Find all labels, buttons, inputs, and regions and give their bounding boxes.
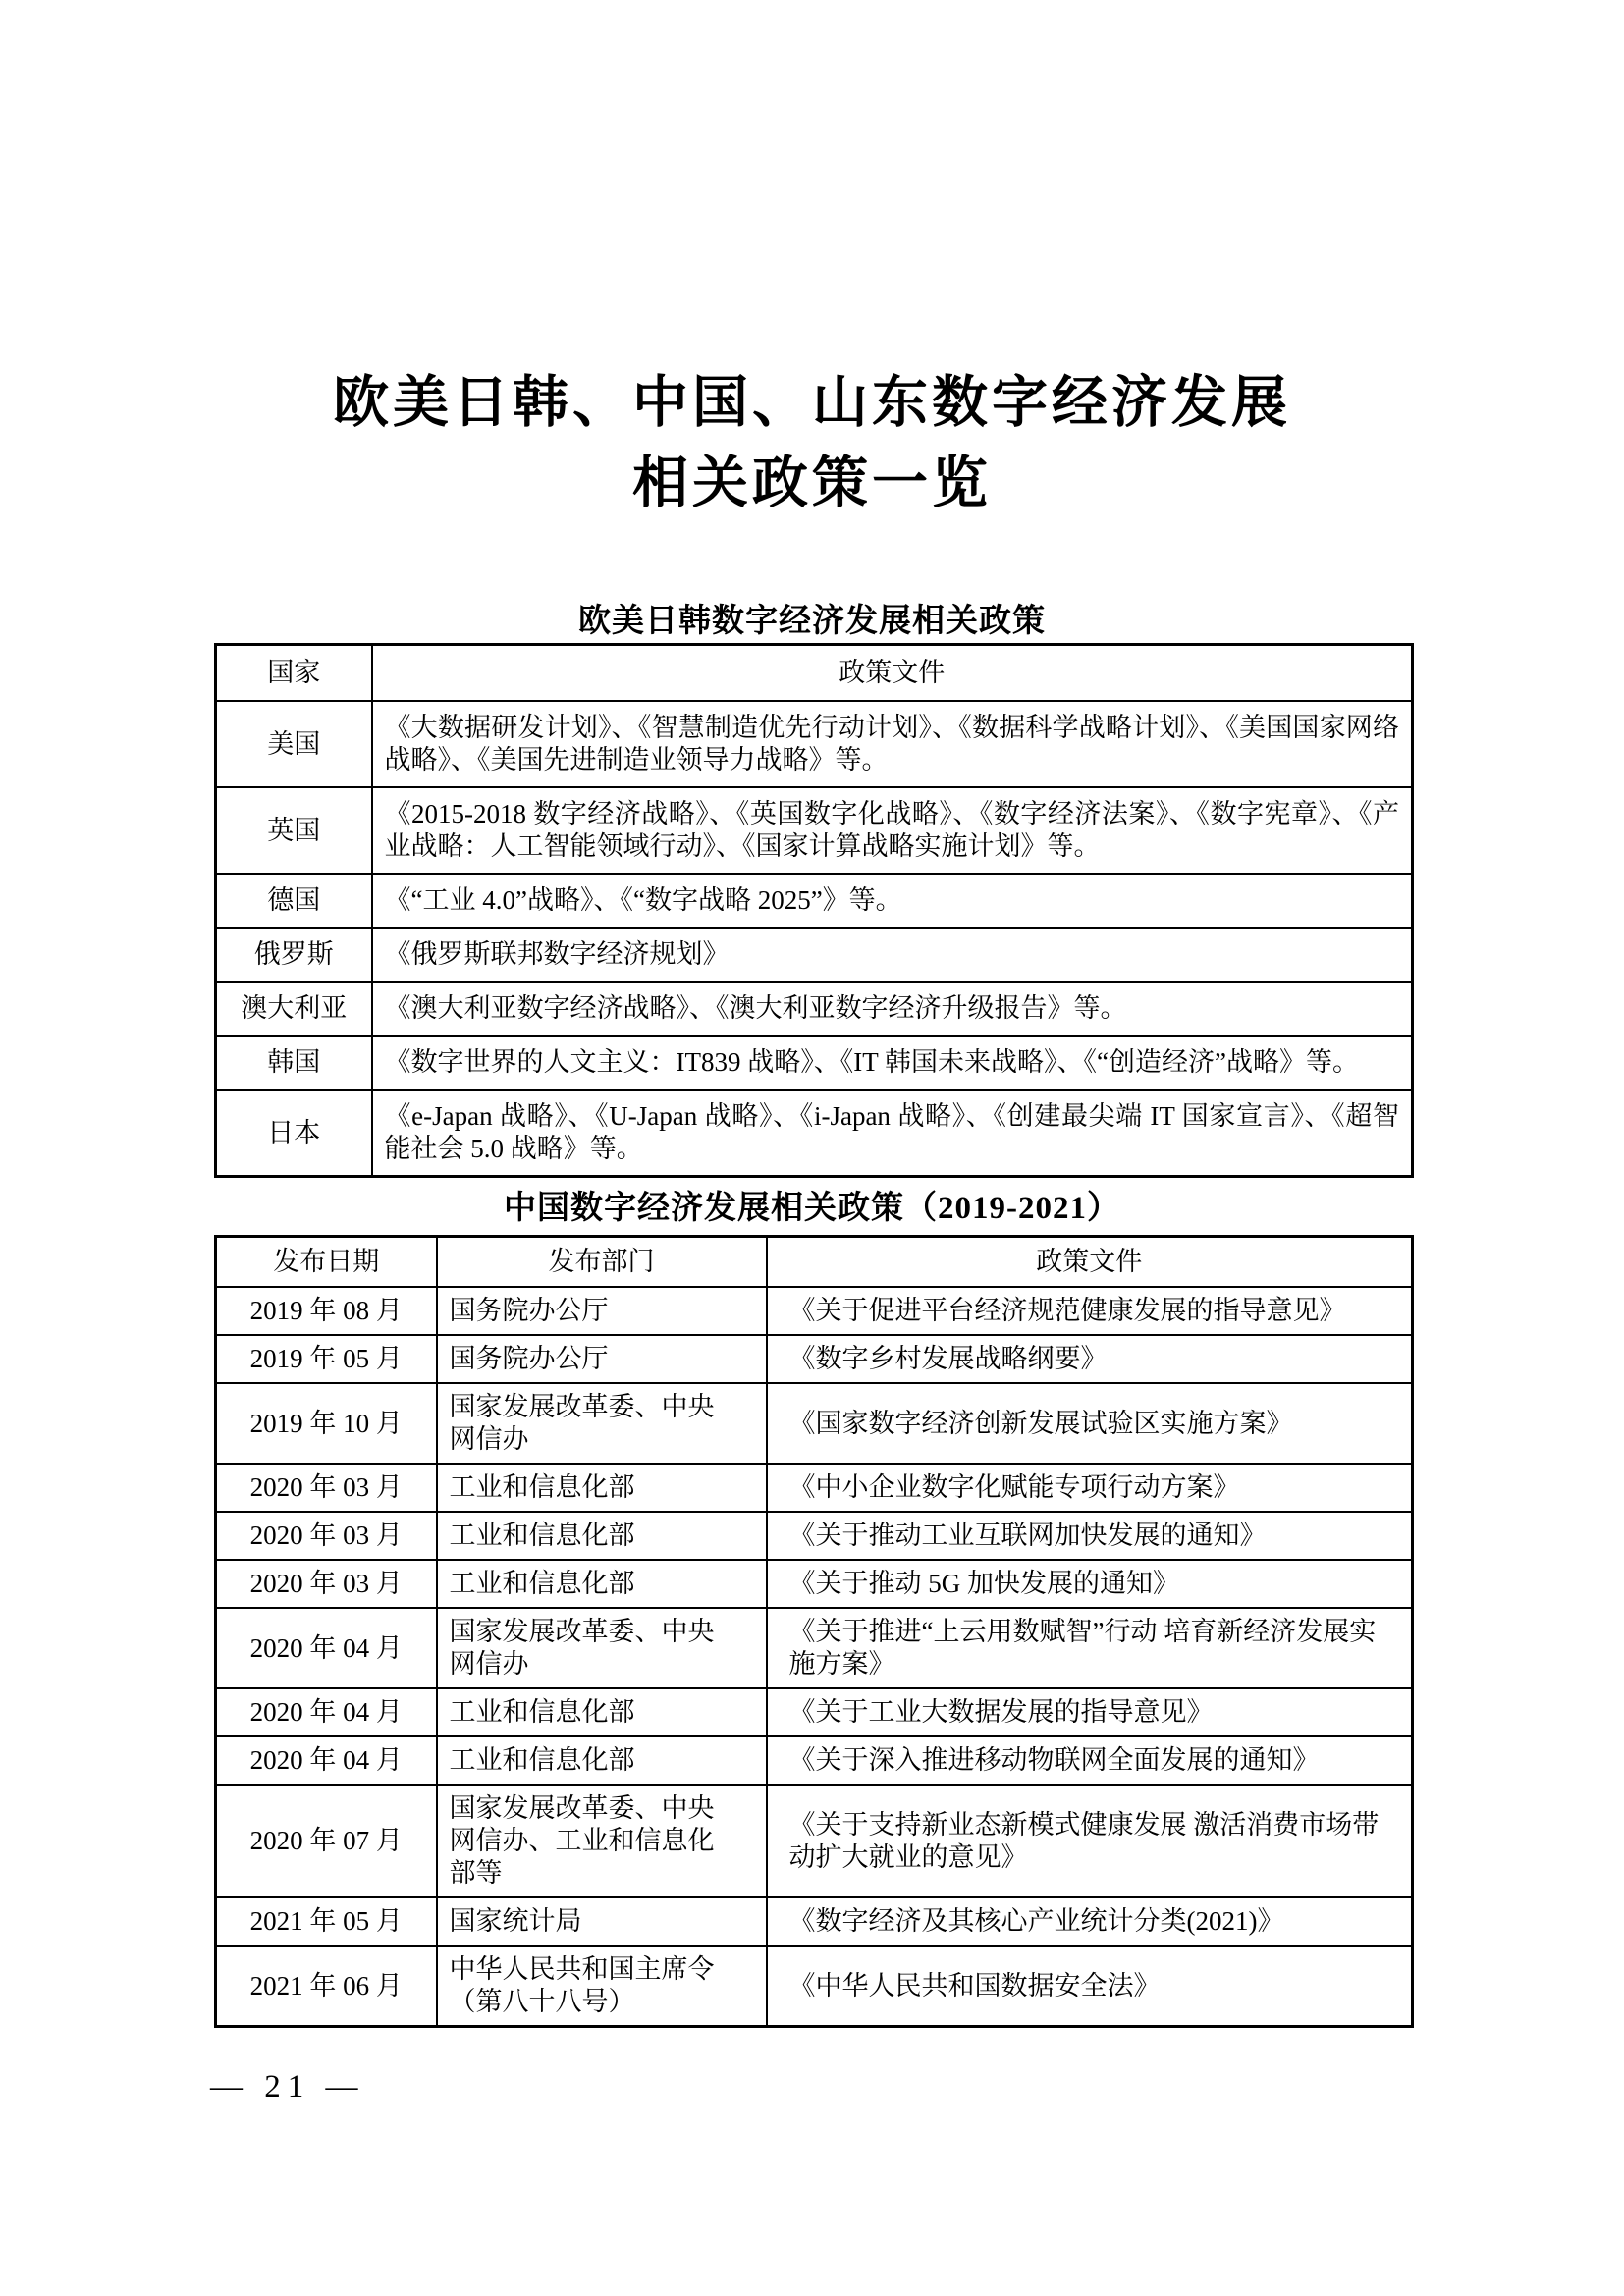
page-title-line2: 相关政策一览 [632, 453, 992, 514]
policy-cell: 《中小企业数字化赋能专项行动方案》 [767, 1464, 1413, 1512]
table-row [216, 1946, 1413, 2027]
department-cell: 工业和信息化部 [437, 1560, 767, 1608]
country-cell: 美国 [216, 701, 372, 787]
department-cell: 工业和信息化部 [437, 1736, 767, 1785]
policy-cell: 《2015-2018 数字经济战略》、《英国数字化战略》、《数字经济法案》、《数字宪章》、《产业战略：人工智能领域行动》、《国家计算战略实施计划》等。 [372, 787, 1413, 874]
date-cell: 2020 年 04 月 [216, 1736, 437, 1785]
page-title [0, 363, 1624, 524]
date-cell: 2020 年 04 月 [216, 1688, 437, 1736]
country-cell: 韩国 [216, 1036, 372, 1090]
department-cell: 国家发展改革委、中央网信办 [437, 1608, 767, 1688]
country-cell: 德国 [216, 874, 372, 928]
international-policies-table [214, 643, 1414, 1178]
table-row [216, 874, 1413, 928]
table2-header-policy: 政策文件 [767, 1237, 1413, 1288]
date-cell: 2020 年 04 月 [216, 1608, 437, 1688]
policy-cell: 《数字乡村发展战略纲要》 [767, 1335, 1413, 1383]
table-row [216, 1608, 1413, 1688]
table1-header-country: 国家 [216, 645, 372, 702]
date-cell: 2020 年 03 月 [216, 1464, 437, 1512]
department-cell: 国家统计局 [437, 1897, 767, 1946]
policy-cell: 《关于促进平台经济规范健康发展的指导意见》 [767, 1287, 1413, 1335]
date-cell: 2019 年 05 月 [216, 1335, 437, 1383]
table-row [216, 1785, 1413, 1897]
date-cell: 2019 年 08 月 [216, 1287, 437, 1335]
table-row [216, 1512, 1413, 1560]
policy-cell: 《关于推动 5G 加快发展的通知》 [767, 1560, 1413, 1608]
country-cell: 澳大利亚 [216, 982, 372, 1036]
table2-header-row [216, 1237, 1413, 1288]
policy-cell: 《俄罗斯联邦数字经济规划》 [372, 928, 1413, 982]
table1-header-policy: 政策文件 [372, 645, 1413, 702]
department-cell: 国家发展改革委、中央网信办、工业和信息化部等 [437, 1785, 767, 1897]
table-row [216, 1560, 1413, 1608]
table-row [216, 982, 1413, 1036]
date-cell: 2021 年 06 月 [216, 1946, 437, 2027]
table-row [216, 1464, 1413, 1512]
policy-cell: 《“工业 4.0”战略》、《“数字战略 2025”》等。 [372, 874, 1413, 928]
table-row [216, 1897, 1413, 1946]
table-row [216, 1688, 1413, 1736]
table-row [216, 701, 1413, 787]
country-cell: 英国 [216, 787, 372, 874]
department-cell: 国家发展改革委、中央网信办 [437, 1383, 767, 1464]
department-cell: 中华人民共和国主席令（第八十八号） [437, 1946, 767, 2027]
table-row [216, 928, 1413, 982]
table-row [216, 1383, 1413, 1464]
table-row [216, 1335, 1413, 1383]
china-policies-table [214, 1235, 1414, 2028]
date-cell: 2020 年 03 月 [216, 1512, 437, 1560]
policy-cell: 《澳大利亚数字经济战略》、《澳大利亚数字经济升级报告》等。 [372, 982, 1413, 1036]
department-cell: 工业和信息化部 [437, 1688, 767, 1736]
policy-cell: 《e-Japan 战略》、《U-Japan 战略》、《i-Japan 战略》、《创建最尖端 IT 国家宣言》、《超智能社会 5.0 战略》等。 [372, 1090, 1413, 1177]
table-row [216, 1287, 1413, 1335]
date-cell: 2019 年 10 月 [216, 1383, 437, 1464]
table-row [216, 1090, 1413, 1177]
policy-cell: 《数字世界的人文主义：IT839 战略》、《IT 韩国未来战略》、《“创造经济”战略》等。 [372, 1036, 1413, 1090]
date-cell: 2021 年 05 月 [216, 1897, 437, 1946]
policy-cell: 《中华人民共和国数据安全法》 [767, 1946, 1413, 2027]
date-cell: 2020 年 07 月 [216, 1785, 437, 1897]
policy-cell: 《关于深入推进移动物联网全面发展的通知》 [767, 1736, 1413, 1785]
policy-cell: 《关于推进“上云用数赋智”行动 培育新经济发展实施方案》 [767, 1608, 1413, 1688]
department-cell: 工业和信息化部 [437, 1512, 767, 1560]
country-cell: 俄罗斯 [216, 928, 372, 982]
department-cell: 国务院办公厅 [437, 1287, 767, 1335]
table2-header-date: 发布日期 [216, 1237, 437, 1288]
table2-caption: 中国数字经济发展相关政策（2019-2021） [504, 1191, 1120, 1226]
table2-header-dept: 发布部门 [437, 1237, 767, 1288]
page-title-line1: 欧美日韩、中国、山东数字经济发展 [333, 372, 1291, 434]
country-cell: 日本 [216, 1090, 372, 1177]
policy-cell: 《关于推动工业互联网加快发展的通知》 [767, 1512, 1413, 1560]
table-row [216, 787, 1413, 874]
table1-header-row [216, 645, 1413, 702]
policy-cell: 《数字经济及其核心产业统计分类(2021)》 [767, 1897, 1413, 1946]
table1-caption: 欧美日韩数字经济发展相关政策 [578, 604, 1046, 639]
policy-cell: 《国家数字经济创新发展试验区实施方案》 [767, 1383, 1413, 1464]
policy-cell: 《关于工业大数据发展的指导意见》 [767, 1688, 1413, 1736]
policy-cell: 《大数据研发计划》、《智慧制造优先行动计划》、《数据科学战略计划》、《美国国家网络战略》、《美国先进制造业领导力战略》等。 [372, 701, 1413, 787]
page-number: — 21 — [210, 2069, 365, 2105]
date-cell: 2020 年 03 月 [216, 1560, 437, 1608]
department-cell: 工业和信息化部 [437, 1464, 767, 1512]
table-row [216, 1036, 1413, 1090]
department-cell: 国务院办公厅 [437, 1335, 767, 1383]
policy-cell: 《关于支持新业态新模式健康发展 激活消费市场带动扩大就业的意见》 [767, 1785, 1413, 1897]
table-row [216, 1736, 1413, 1785]
